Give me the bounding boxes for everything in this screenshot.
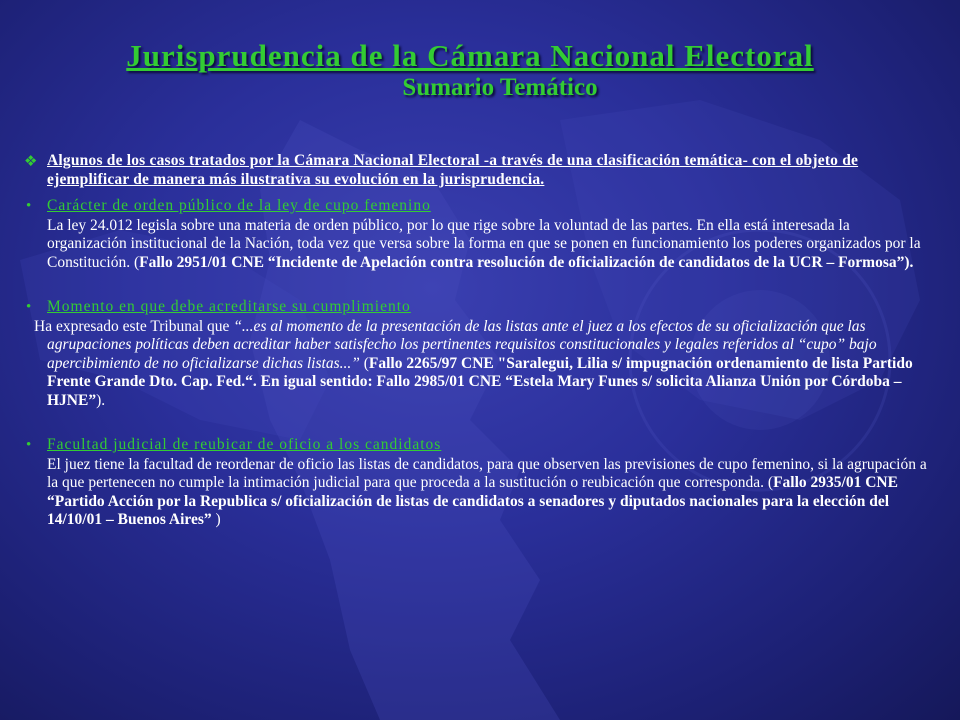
bullet-dot-icon: • (26, 198, 32, 214)
section-heading: Facultad judicial de reubicar de oficio a los candidatos (47, 436, 442, 453)
section-heading: Momento en que debe acreditarse su cumplimiento (47, 298, 411, 315)
section-citation: Fallo 2935/01 CNE “Partido Acción por la Republica s/ oficialización de listas de candidatos a senadores y diputados nacionales para la elección del 14/10/01 – Buenos Aires” (47, 474, 898, 528)
section-citation: Fallo 2951/01 CNE “Incidente de Apelación contra resolución de oficialización de candidatos de la UCR – Formosa”). (139, 253, 914, 271)
citation-close: ) (211, 511, 221, 528)
section-heading: Carácter de orden público de la ley de cupo femenino (47, 197, 431, 214)
bullet-dot-icon: • (26, 437, 32, 453)
section-citation: Fallo 2265/97 CNE "Saralegui, Lilia s/ impugnación ordenamiento de lista Partido Frente Grande Dto. Cap. Fed.“. En igual sentido: Fallo 2985/01 CNE “Estela Mary Funes s/ solicita Alianza Unión por Córdoba –HJNE” (47, 354, 913, 409)
header (0, 38, 960, 102)
intro-text: Algunos de los casos tratados por la Cámara Nacional Electoral -a través de una clasificación temática- con el objeto de ejemplificar de manera más ilustrativa su evolución en la jurisprudencia. (47, 152, 859, 188)
section-text (47, 217, 930, 273)
section-body: Ha expresado este Tribunal que (34, 317, 234, 335)
page-title: Jurisprudencia de la Cámara Nacional Electoral (126, 38, 814, 73)
section-item (20, 298, 930, 410)
section-quote: “...es al momento de la presentación de las listas ante el juez a los efectos de su oficialización que las agrupaciones políticas deben acreditar haber satisfecho los pertinentes requisitos constitucionales y legales referidos al “cupo” bajo apercibimiento de no oficializarse dichas listas...” (47, 317, 877, 372)
citation-open: ( (359, 354, 369, 372)
section-text (34, 317, 930, 411)
bullet-dot-icon: • (26, 299, 32, 315)
section-body: El juez tiene la facultad de reordenar de oficio las listas de candidatos, para que observen las previsiones de cupo femenino, si la agrupación a la que pertenecen no cumple la intimación judicial para que proceda a la sustitución o reubicación que corresponda. ( (47, 455, 927, 491)
content-body (20, 152, 930, 530)
section-text (47, 456, 930, 530)
section-body: La ley 24.012 legisla sobre una materia de orden público, por lo que rige sobre la voluntad de las partes. En ella está interesada la organización institucional de la Nación, toda vez que versa sobre la forma en que se ponen en funcionamiento los poderes organizados por la Constitución. ( (47, 216, 921, 271)
page-subtitle: Sumario Temático (402, 74, 598, 101)
section-item (20, 436, 930, 530)
diamond-bullet-icon: ❖ (24, 152, 38, 170)
citation-close: ). (96, 391, 106, 409)
intro-item (20, 152, 930, 189)
section-item (20, 197, 930, 272)
